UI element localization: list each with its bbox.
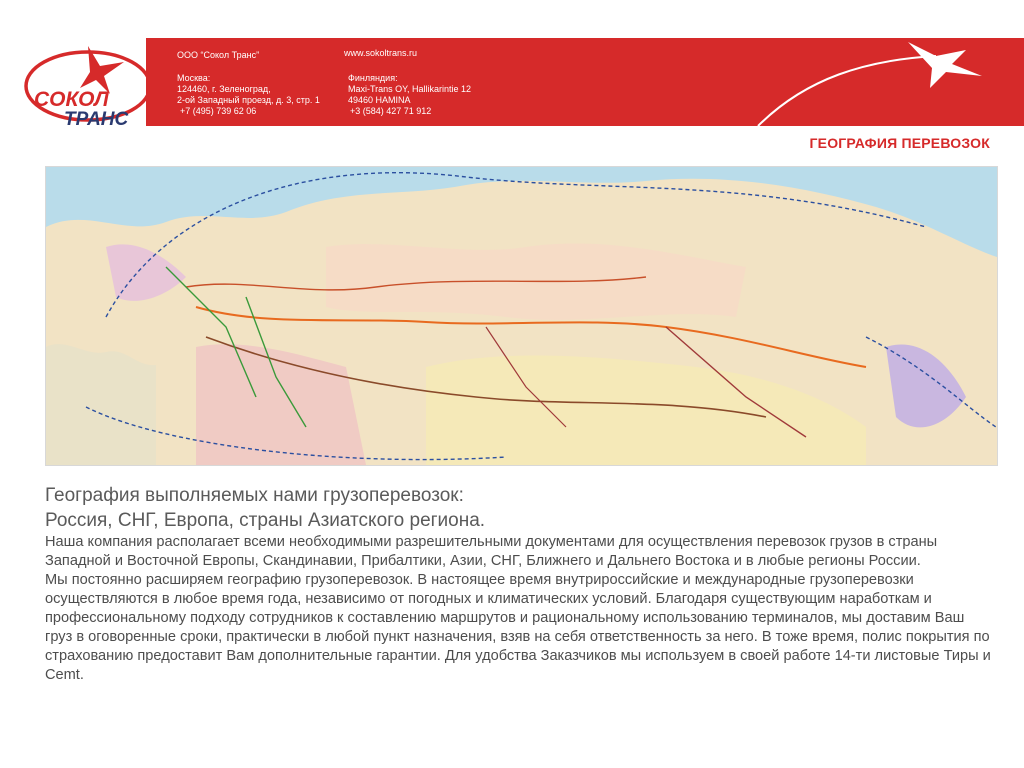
moscow-phone: +7 (495) 739 62 06 xyxy=(180,106,257,116)
content-block xyxy=(45,483,995,685)
moscow-city: Москва: xyxy=(177,73,211,83)
section-title: ГЕОГРАФИЯ ПЕРЕВОЗОК xyxy=(809,135,990,151)
content-paragraph-2: Мы постоянно расширяем географию грузоперевозок. В настоящее время внутрироссийские и международные грузоперевозки осуществляются в любое время года, независимо от погодных и климатических условий. Благодаря существующим наработкам и профессиональному подходу сотрудников к составлению маршрутов и рациональному использованию терминалов, мы доставим Ваш груз в оговоренные сроки, практически в любой пункт назначения, взяв на себя ответственность за него. В тоже время, полис покрытия по страхованию предоставит Вам дополнительные гарантии. Для удобства Заказчиков мы используем в своей работе 14-ти листовые Тиры и Cemt. xyxy=(45,572,991,683)
finland-country: Финляндия: xyxy=(348,73,398,83)
moscow-address-2: 2-ой Западный проезд, д. 3, стр. 1 xyxy=(177,95,320,105)
route-map xyxy=(45,166,998,466)
content-heading-1: География выполняемых нами грузоперевозок: xyxy=(45,485,464,506)
logo-word-2: ТРАНС xyxy=(64,109,129,130)
company-name: ООО “Сокол Транс” xyxy=(177,50,260,60)
content-paragraph-1: Наша компания располагает всеми необходимыми разрешительными документами для осуществления перевозок грузов в страны Западной и Восточной Европы, Скандинавии, Прибалтики, Азии, СНГ, Ближнего и Дальнего Востока и в любые регионы России. xyxy=(45,534,938,569)
content-heading-2: Россия, СНГ, Европа, страны Азиатского региона. xyxy=(45,510,486,531)
flying-bird-icon xyxy=(146,38,1024,126)
logo-word-1: СОКОЛ xyxy=(34,88,109,111)
header-banner xyxy=(146,38,1024,126)
map-image xyxy=(46,167,997,465)
finland-address-1: Maxi-Trans OY, Hallikarintie 12 xyxy=(348,84,472,94)
website-link[interactable]: www.sokoltrans.ru xyxy=(344,48,418,58)
finland-phone: +3 (584) 427 71 912 xyxy=(350,106,432,116)
company-logo xyxy=(0,36,160,136)
falcon-icon xyxy=(0,36,160,136)
moscow-address-1: 124460, г. Зеленоград, xyxy=(177,84,271,94)
finland-address-2: 49460 HAMINA xyxy=(348,95,411,105)
